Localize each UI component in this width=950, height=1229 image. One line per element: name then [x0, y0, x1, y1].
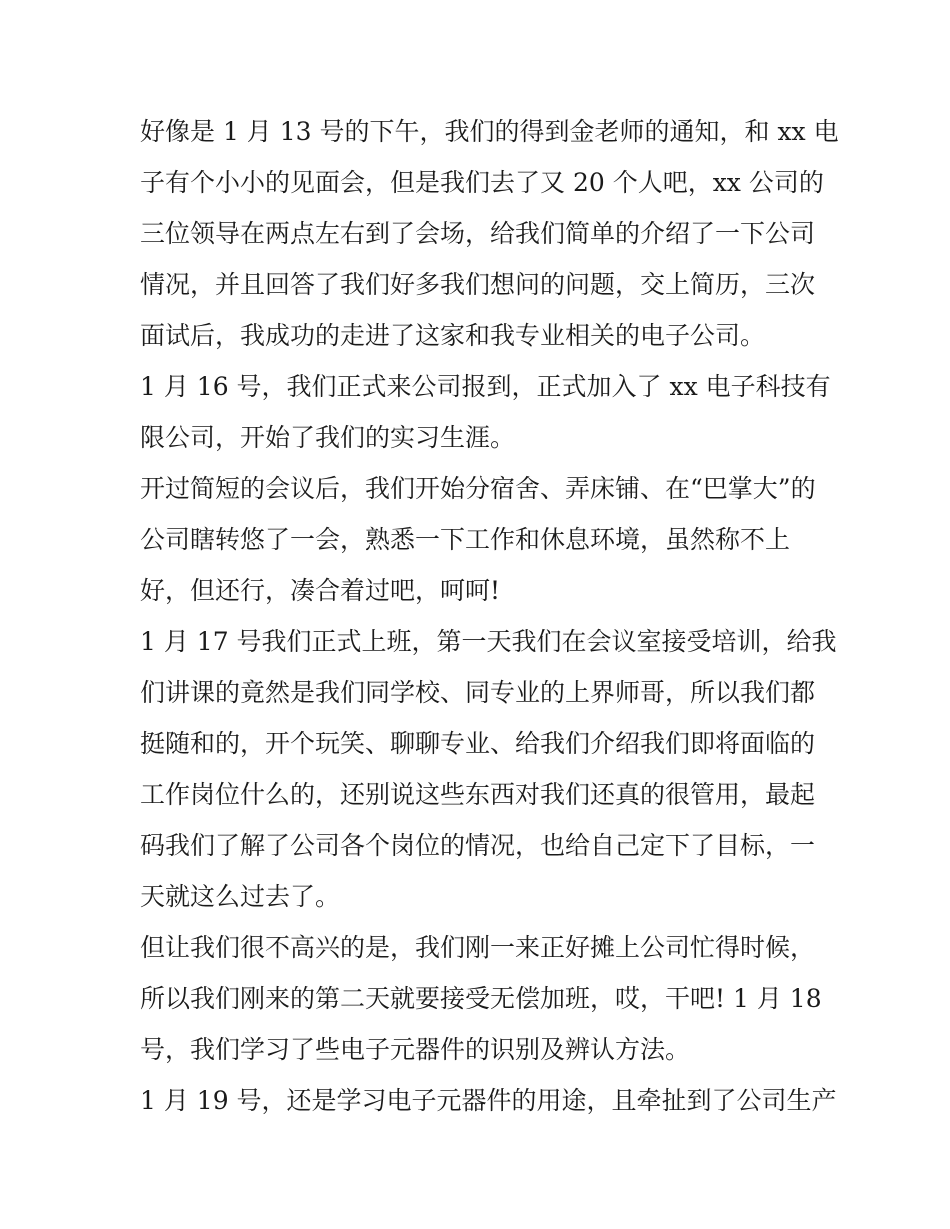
- text-line: 开过简短的会议后，我们开始分宿舍、弄床铺、在“巴掌大”的: [140, 474, 816, 503]
- text-line: 1 月 17 号我们正式上班，第一天我们在会议室接受培训，给我: [140, 627, 837, 656]
- text-line: 工作岗位什么的，还别说这些东西对我们还真的很管用，最起: [140, 780, 816, 809]
- paragraph-4: [140, 616, 837, 922]
- text-line: 号，我们学习了些电子元器件的识别及辨认方法。: [140, 1035, 691, 1064]
- text-line: 但让我们很不高兴的是，我们刚一来正好摊上公司忙得时候，: [140, 933, 816, 962]
- text-line: 们讲课的竟然是我们同学校、同专业的上界师哥，所以我们都: [140, 678, 816, 707]
- text-line: 情况，并且回答了我们好多我们想问的问题，交上简历，三次: [140, 270, 816, 299]
- text-line: 限公司，开始了我们的实习生涯。: [140, 423, 516, 452]
- text-line: 好，但还行，凑合着过吧，呵呵!: [140, 576, 501, 605]
- paragraph-1: [140, 106, 839, 361]
- text-line: 所以我们刚来的第二天就要接受无偿加班，哎，干吧! 1 月 18: [140, 984, 822, 1013]
- text-line: 码我们了解了公司各个岗位的情况，也给自己定下了目标，一: [140, 831, 816, 860]
- paragraph-5: [140, 922, 830, 1075]
- paragraph-3: [140, 463, 830, 616]
- text-line: 好像是 1 月 13 号的下午，我们的得到金老师的通知，和 xx 电: [140, 117, 839, 146]
- paragraph-6: [140, 1075, 837, 1126]
- text-line: 子有个小小的见面会，但是我们去了又 20 个人吧，xx 公司的: [140, 168, 824, 197]
- text-line: 1 月 19 号，还是学习电子元器件的用途，且牵扯到了公司生产: [140, 1086, 837, 1115]
- paragraph-2: [140, 361, 830, 463]
- text-line: 天就这么过去了。: [140, 882, 341, 911]
- document-body: [140, 106, 839, 1126]
- text-line: 挺随和的，开个玩笑、聊聊专业、给我们介绍我们即将面临的: [140, 729, 816, 758]
- text-line: 三位领导在两点左右到了会场，给我们简单的介绍了一下公司: [140, 219, 816, 248]
- text-line: 1 月 16 号，我们正式来公司报到，正式加入了 xx 电子科技有: [140, 372, 831, 401]
- text-line: 公司瞎转悠了一会，熟悉一下工作和休息环境，虽然称不上: [140, 525, 791, 554]
- text-line: 面试后，我成功的走进了这家和我专业相关的电子公司。: [140, 321, 766, 350]
